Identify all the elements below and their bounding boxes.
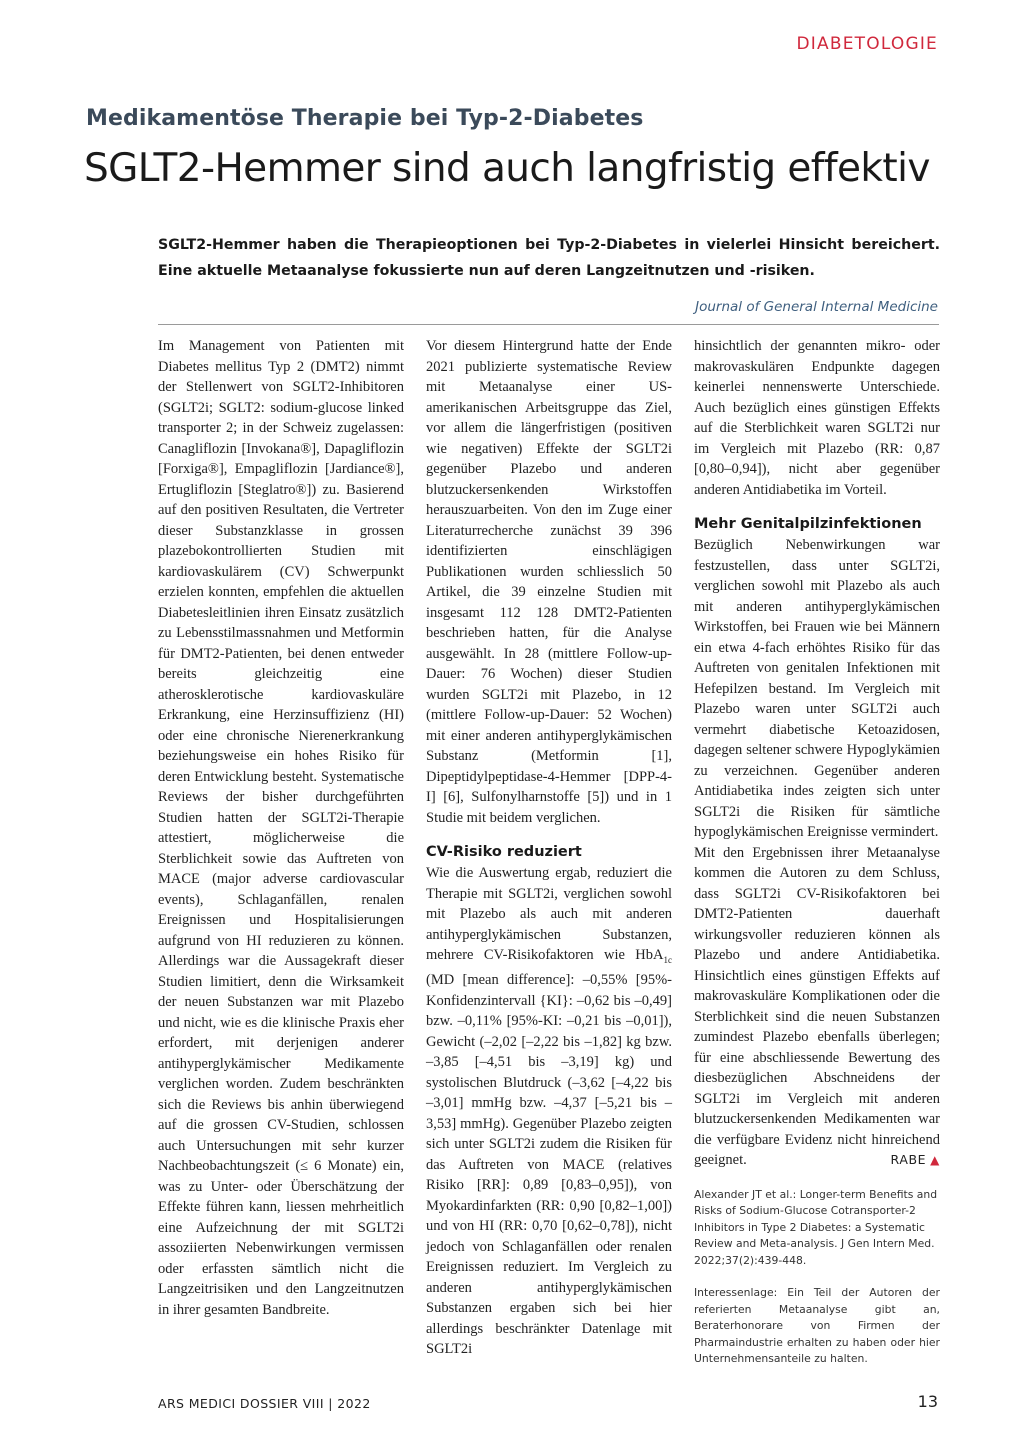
- body-paragraph: hinsichtlich der genannten mikro- oder makrovaskulären Endpunkte dagegen keinerlei nennenswerte Unterschiede. Auch bezüglich eines günstigen Effekts auf die Sterblichkeit waren SGLT2i nur im Vergleich mit Plazebo (RR: 0,87 [0,80–0,94]), nicht aber gegenüber anderen Antidiabetika im Vorteil.: [694, 338, 940, 498]
- text-span: Wie die Auswertung ergab, reduziert die Therapie mit SGLT2i, verglichen sowohl mit Plazebo als auch mit anderen antihyperglykämischen Substanzen, mehrere CV-Risikofaktoren wie HbA: [426, 865, 672, 963]
- body-paragraph: Vor diesem Hintergrund hatte der Ende 2021 publizierte systematische Review mit Metaanalyse einer US-amerikanischen Arbeitsgruppe das Ziel, vor allem die längerfristigen (positiven wie negativen) Effekte der SGLT2i gegenüber Plazebo und anderen blutzuckersenkenden Wirkstoffen herauszuarbeiten. Von den im Zuge einer Literaturrecherche zunächst 39 396 identifizierten einschlägigen Publikationen wurden schliesslich 50 Artikel, die 39 einzelne Studien mit insgesamt 112 128 DMT2-Patienten beschrieben hatten, für die Analyse ausgewählt. In 28 (mittlere Follow-up-Dauer: 76 Wochen) dieser Studien wurden SGLT2i mit Plazebo, in 12 (mittlere Follow-up-Dauer: 52 Wochen) mit einer anderen antihyperglykämischen Substanz (Metformin [1], Dipeptidylpeptidase-4-Hemmer [DPP-4-I] [6], Sulfonylharnstoffe [5]) und in 1 Studie mit beidem verglichen.: [426, 338, 672, 826]
- body-paragraph: [426, 863, 672, 1360]
- article-kicker: Medikamentöse Therapie bei Typ-2-Diabetes: [86, 106, 644, 131]
- section-label: DIABETOLOGIE: [796, 34, 938, 54]
- subheading-genital-infections: Mehr Genitalpilzinfektionen: [694, 516, 922, 532]
- text-column-3: [694, 336, 940, 1368]
- text-column-2: [426, 336, 672, 1360]
- body-paragraph: Bezüglich Nebenwirkungen war festzustellen, dass unter SGLT2i, verglichen sowohl mit Plazebo als auch mit anderen antihyperglykämischen Wirkstoffen, bei Frauen wie bei Männern ein etwa 4-fach erhöhtes Risiko für das Auftreten von genitalen Infektionen mit Hefepilzen bestand. Im Vergleich mit Plazebo waren unter SGLT2i auch vermehrt diabetische Ketoazidosen, dagegen seltener schwere Hypoglykämien zu verzeichnen. Gegenüber anderen Antidiabetika indes zeigten sich unter SGLT2i die Risiken für sämtliche hypoglykämischen Ereignisse vermindert.: [694, 537, 940, 840]
- divider: [158, 324, 939, 325]
- end-marker-icon: ▲: [930, 1153, 940, 1167]
- article-source: Journal of General Internal Medicine: [695, 299, 938, 315]
- author-initials: RABE: [890, 1152, 927, 1167]
- footer-publication: ARS MEDICI DOSSIER VIII | 2022: [158, 1396, 371, 1411]
- body-paragraph: [694, 843, 940, 1171]
- reference-citation: Alexander JT et al.: Longer-term Benefits and Risks of Sodium-Glucose Cotransporter-2 Inhibitors in Type 2 Diabetes: a Systematic Review and Meta-analysis. J Gen Intern Med. 2022;37(2):439-448.: [694, 1187, 938, 1267]
- text-span: Mit den Ergebnissen ihrer Metaanalyse kommen die Autoren zu dem Schluss, dass SGLT2i CV-Risikofaktoren bei DMT2-Patienten dauerhaft wirkungsvoller reduzieren können als Plazebo und andere Antidiabetika. Hinsichtlich eines günstigen Effekts auf makrovaskuläre Komplikationen oder die Sterblichkeit sind die neuen Substanzen zumindest Plazebo ebenfalls überlegen; für eine abschliessende Bewertung des diesbezüglichen Abschneidens der SGLT2i im Vergleich mit anderen blutzuckersenkenden Medikamenten war die verfügbare Evidenz nicht hinreichend geeignet.: [694, 844, 940, 1168]
- body-paragraph: Im Management von Patienten mit Diabetes mellitus Typ 2 (DMT2) nimmt der Stellenwert von SGLT2-Inhibitoren (SGLT2i; SGLT2: sodium-glucose linked transporter 2; in der Schweiz zugelassen: Canagliflozin [Invokana®], Dapagliflozin [Forxiga®], Empagliflozin [Jardiance®], Ertugliflozin [Steglatro®]) zu. Basierend auf den positiven Resultaten, die Vertreter dieser Substanzklasse in grossen plazebokontrollierten Studien mit kardiovaskulärem (CV) Schwerpunkt erzielen konnten, empfehlen die aktuellen Diabetesleitlinien ihren Einsatz zusätzlich zu Lebensstilmassnahmen und Metformin für DMT2-Patienten, bei denen entweder bereits gleichzeitig eine atherosklerotische kardiovaskuläre Erkrankung, eine Herzinsuffizienz (HI) oder eine chronische Nierenerkrankung beziehungsweise ein hohes Risiko für deren Entwicklung besteht. Systematische Reviews der bisher durchgeführten Studien hatten der SGLT2i-Therapie attestiert, möglicherweise die Sterblichkeit sowie das Auftreten von MACE (major adverse cardiovascular events), Schlaganfällen, renalen Ereignissen und Hospitalisierungen aufgrund von HI reduzieren zu können. Allerdings war die Aussagekraft dieser Studien limitiert, denn die Wirksamkeit der neuen Substanzen war mit Plazebo und nicht, wie es die klinische Praxis eher erfordert, mit derjenigen anderer antihyperglykämischer Medikamente verglichen worden. Zudem beschränkten sich die Reviews bis anhin überwiegend auf die grossen CV-Studien, schlossen auch Untersuchungen mit sehr kurzer Nachbeobachtungszeit (≤ 6 Monate) ein, was zu Unter- oder Überschätzung der Effekte führen kann, liessen mehrheitlich eine Aufzeichnung der mit SGLT2i assoziierten Nebenwirkungen vermissen oder erfassten sämtlich nicht die Langzeitrisiken und den Langzeitnutzen in ihrer gesamten Bandbreite.: [158, 338, 404, 1318]
- subheading-cv-risk: CV-Risiko reduziert: [426, 844, 582, 860]
- text-span: (MD [mean difference]: –0,55% [95%-Konfidenzintervall {KI}: –0,62 bis –0,49] bzw. –0,11% [95%-KI: –0,21 bis –0,01]), Gewicht (–2,02 [–2,22 bis –1,82] kg bzw. –3,85 [–4,51 bis –3,19] kg) und systolischen Blutdruck (–3,62 [–4,22 bis –3,01] mmHg bzw. –4,37 [–5,21 bis –3,53] mmHg). Gegenüber Plazebo zeigten sich unter SGLT2i zudem die Risiken für das Auftreten von MACE (relatives Risiko [RR]: 0,89 [0,83–0,95]), von Myokardinfarkten (RR: 0,90 [0,82–1,00]) und von HI (RR: 0,70 [0,62–0,78]), nicht jedoch von Schlaganfällen oder renalen Ereignissen reduziert. Im Vergleich zu anderen antihyperglykämischen Substanzen ergaben sich bei hier allerdings beschränkter Datenlage mit SGLT2i: [426, 972, 672, 1358]
- article-lead: SGLT2-Hemmer haben die Therapieoptionen bei Typ-2-Diabetes in vielerlei Hinsicht bereichert. Eine aktuelle Metaanalyse fokussierte nun auf deren Langzeitnutzen und -risiken.: [158, 237, 940, 279]
- conflict-of-interest: Interessenlage: Ein Teil der Autoren der referierten Metaanalyse gibt an, Beraterhonorare von Firmen der Pharmaindustrie erhalten zu haben oder hier Unternehmensanteile zu halten.: [694, 1286, 940, 1365]
- author-signoff: [891, 1150, 940, 1171]
- page-number: 13: [917, 1392, 938, 1411]
- subscript: 1c: [663, 954, 672, 965]
- article-title: SGLT2-Hemmer sind auch langfristig effektiv: [84, 146, 930, 191]
- text-column-1: [158, 336, 404, 1320]
